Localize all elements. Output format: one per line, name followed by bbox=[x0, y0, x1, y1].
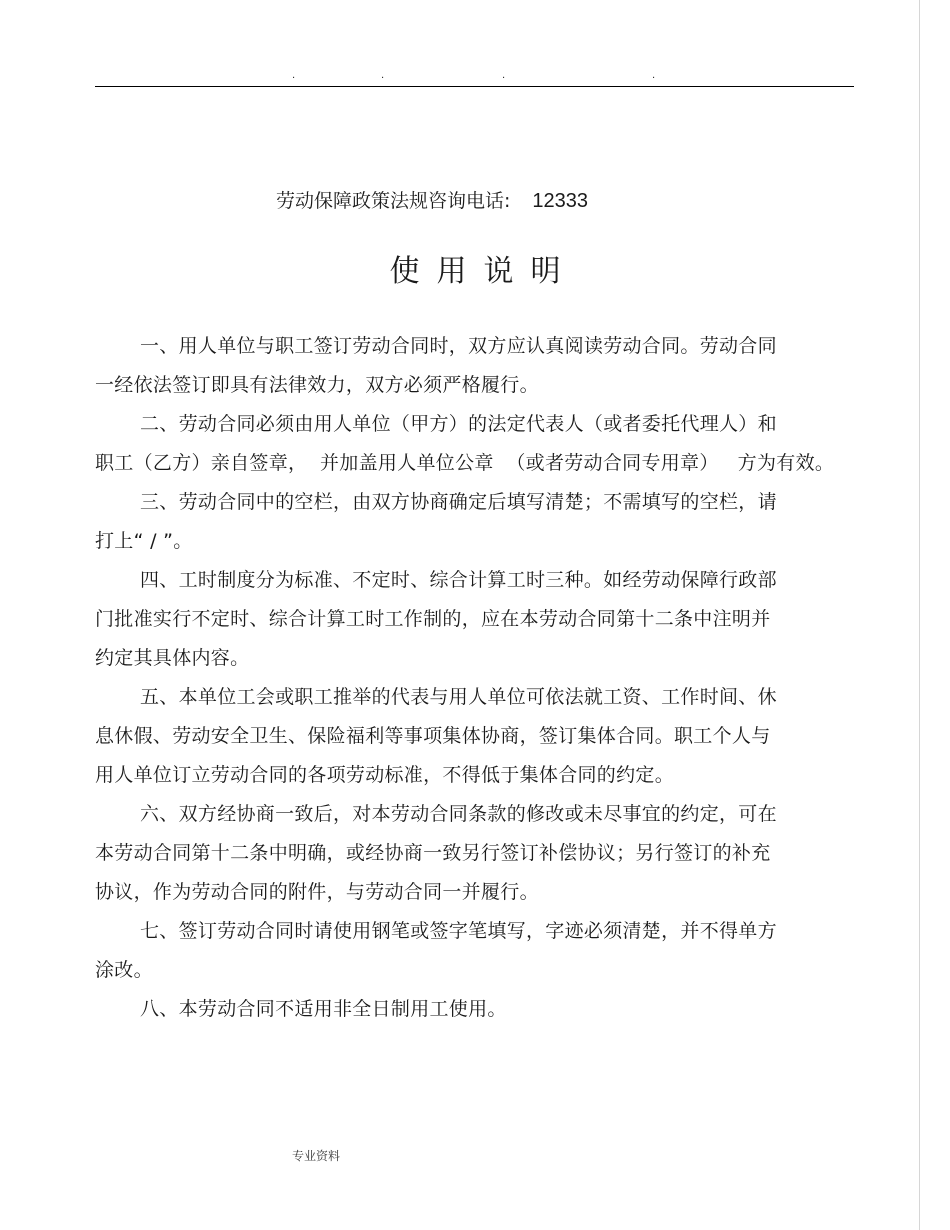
instruction-item-4 bbox=[95, 561, 855, 678]
item-line: 打上“ / ”。 bbox=[95, 530, 193, 552]
item-line: 涂改。 bbox=[95, 959, 153, 981]
item-line: 用人单位订立劳动合同的各项劳动标准，不得低于集体合同的约定。 bbox=[95, 764, 675, 786]
instruction-item-3 bbox=[95, 483, 855, 561]
item-line: 七、签订劳动合同时请使用钢笔或签字笔填写，字迹必须清楚，并不得单方 bbox=[140, 920, 777, 942]
footer-note: 专业资料 bbox=[292, 1149, 341, 1163]
header-rule bbox=[95, 86, 854, 87]
instruction-list bbox=[95, 327, 855, 1029]
item-line: 协议，作为劳动合同的附件，与劳动合同一并履行。 bbox=[95, 881, 539, 903]
hotline-number: 12333 bbox=[532, 190, 589, 212]
header-dot: . bbox=[381, 70, 385, 81]
instruction-item-7 bbox=[95, 912, 855, 990]
item-line: 四、工时制度分为标准、不定时、综合计算工时三种。如经劳动保障行政部 bbox=[140, 569, 777, 591]
item-line: 约定其具体内容。 bbox=[95, 647, 250, 669]
hotline-label: 劳动保障政策法规咨询电话: bbox=[276, 190, 511, 212]
header-dots bbox=[0, 68, 950, 84]
item-line: 二、劳动合同必须由用人单位（甲方）的法定代表人（或者委托代理人）和 bbox=[140, 413, 777, 435]
item-line: 一、用人单位与职工签订劳动合同时，双方应认真阅读劳动合同。劳动合同 bbox=[140, 335, 777, 357]
page-edge-line bbox=[919, 0, 920, 1230]
page-title: 使用说明 bbox=[389, 254, 578, 289]
header-dot: . bbox=[502, 70, 506, 81]
item-line: 门批准实行不定时、综合计算工时工作制的，应在本劳动合同第十二条中注明并 bbox=[95, 608, 771, 630]
item-line: 五、本单位工会或职工推举的代表与用人单位可依法就工资、工作时间、休 bbox=[140, 686, 777, 708]
item-line: 本劳动合同第十二条中明确，或经协商一致另行签订补偿协议；另行签订的补充 bbox=[95, 842, 771, 864]
item-line: 三、劳动合同中的空栏，由双方协商确定后填写清楚；不需填写的空栏，请 bbox=[140, 491, 777, 513]
instruction-item-6 bbox=[95, 795, 855, 912]
header-dot: . bbox=[652, 70, 656, 81]
hotline bbox=[276, 186, 588, 216]
item-line: 职工（乙方）亲自签章， 并加盖用人单位公章 （或者劳动合同专用章） 方为有效。 bbox=[95, 452, 835, 474]
header-dot: . bbox=[292, 70, 296, 81]
instruction-item-8 bbox=[95, 990, 855, 1029]
item-line: 六、双方经协商一致后，对本劳动合同条款的修改或未尽事宜的约定，可在 bbox=[140, 803, 777, 825]
instruction-item-2 bbox=[95, 405, 855, 483]
instruction-item-1 bbox=[95, 327, 855, 405]
instruction-item-5 bbox=[95, 678, 855, 795]
item-line: 八、本劳动合同不适用非全日制用工使用。 bbox=[140, 998, 507, 1020]
item-line: 息休假、劳动安全卫生、保险福利等事项集体协商，签订集体合同。职工个人与 bbox=[95, 725, 771, 747]
item-line: 一经依法签订即具有法律效力，双方必须严格履行。 bbox=[95, 374, 539, 396]
